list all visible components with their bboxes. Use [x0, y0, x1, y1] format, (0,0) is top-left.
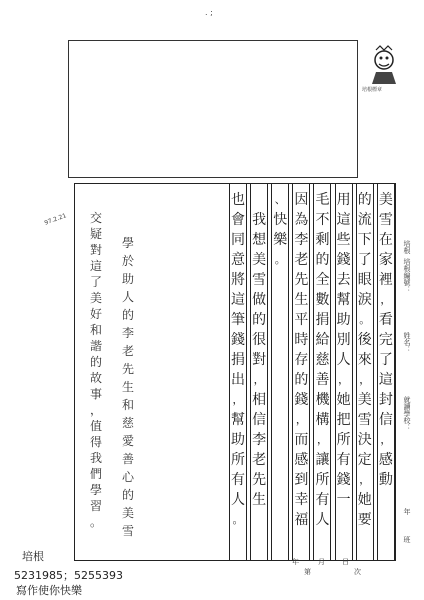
teacher-comment-column: 交 疑 對 這 了 美 好 和 諧 的 故 事 ， 值 得 我 們 學 習 。 — [89, 211, 102, 529]
essay-column: 我 想 美 雪 做 的 很 對 ， 相 信 李 老 先 生 — [250, 184, 268, 560]
date-note: 97.2.21 — [43, 212, 68, 227]
date-day-label: 日 — [342, 558, 349, 566]
teacher-comment-column: 學 於 助 人 的 李 老 先 生 和 慈 愛 善 心 的 美 雪 — [121, 236, 134, 538]
teacher-signature: 培根 — [22, 550, 44, 563]
essay-column: 也 會 同 意 將 這 筆 錢 捐 出 ， 幫 助 所 有 人 。 — [229, 184, 247, 560]
top-label: 培根 — [403, 240, 411, 254]
grade-label: 年 — [403, 508, 411, 515]
name-label: 姓名： — [403, 332, 411, 353]
class-label: 班 — [403, 536, 411, 543]
school-label: 就讀學校： — [403, 396, 411, 431]
essay-column: 美 雪 在 家 裡 ， 看 完 了 這 封 信 ， 感 動 — [377, 184, 395, 560]
logo-caption: 培根標章 — [362, 87, 383, 93]
essay-column: 、 快 樂 。 — [271, 184, 289, 560]
teacher-comment-box — [68, 40, 358, 178]
essay-column: 的 流 下 了 眼 淚 。 後 來 ， 美 雪 決 定 ， 她 要 — [356, 184, 374, 560]
date-month-label: 月 — [318, 558, 325, 566]
slogan: 寫作使你快樂 — [16, 584, 82, 597]
essay-column: 毛 不 剩 的 全 數 捐 給 慈 善 機 構 ， 讓 所 有 人 — [313, 184, 331, 560]
phone-numbers: 5231985；5255393 — [14, 569, 123, 582]
essay-column: 因 為 李 老 先 生 平 時 存 的 錢 ， 而 感 到 幸 福 — [292, 184, 310, 560]
essay-column: 用 這 些 錢 去 幫 助 別 人 ， 她 把 所 有 錢 一 — [335, 184, 353, 560]
page-mark: . ; — [205, 8, 213, 17]
date-year-label: 年 — [292, 558, 299, 566]
id-label: 培根編號： — [403, 258, 411, 293]
issue-suffix-label: 次 — [354, 568, 361, 576]
issue-label: 第 — [304, 568, 311, 576]
